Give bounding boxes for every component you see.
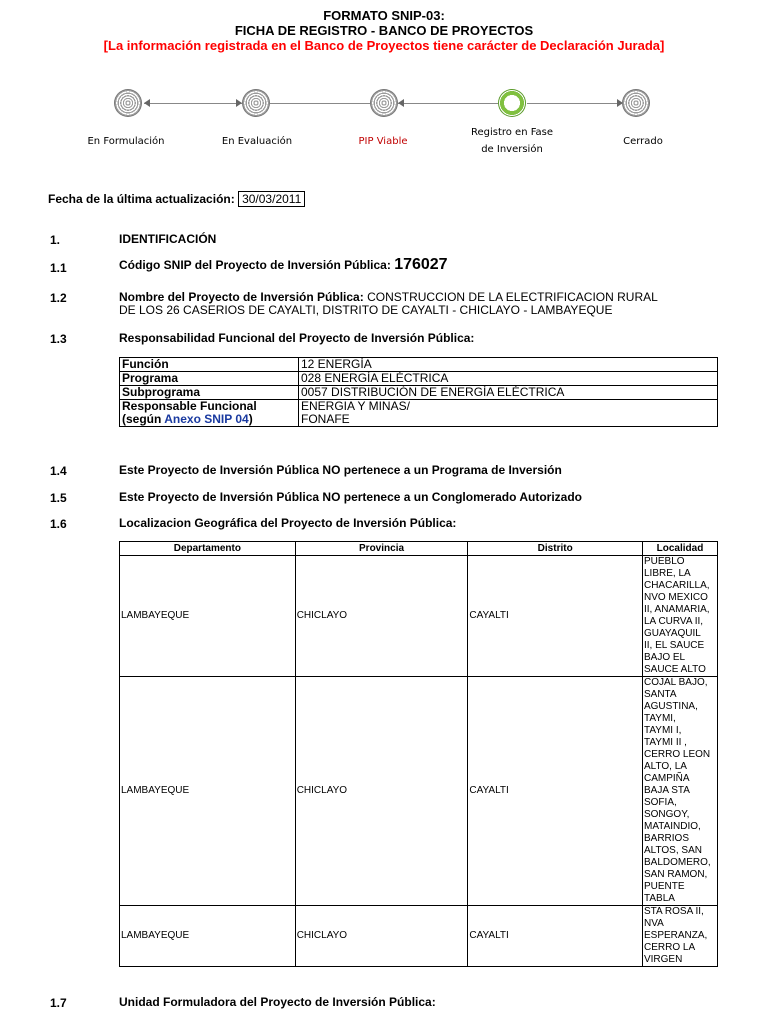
- program-note: Este Proyecto de Inversión Pública NO pertenece a un Programa de Inversión: [119, 463, 562, 477]
- cell-provincia: CHICLAYO: [295, 556, 468, 677]
- localidad-line: LIBRE, LA: [643, 568, 691, 579]
- item-number: 1.4: [50, 464, 67, 478]
- functional-table: [119, 357, 718, 427]
- location-table: [119, 541, 718, 967]
- project-name: [119, 291, 658, 317]
- last-update: [48, 192, 305, 206]
- localidad-line: II, EL SAUCE: [643, 640, 705, 651]
- localidad-line: TAYMI II ,: [643, 737, 687, 748]
- stage-viable-icon[interactable]: [370, 89, 398, 117]
- localidad-line: PUEBLO: [643, 556, 685, 567]
- stage-evaluacion-label[interactable]: En Evaluación: [221, 136, 293, 147]
- localidad-line: CHACARILLA,: [643, 580, 710, 591]
- snip-code: [119, 258, 448, 272]
- col-distrito: Distrito: [468, 542, 643, 556]
- cell-distrito: CAYALTI: [468, 906, 643, 967]
- arrow-left-icon: [144, 99, 150, 107]
- localidad-line: PUENTE: [643, 881, 685, 892]
- section-number: 1.: [50, 233, 61, 247]
- row-key: Función: [120, 358, 299, 372]
- cell-departamento: LAMBAYEQUE: [120, 906, 296, 967]
- stage-evaluacion-icon[interactable]: [242, 89, 270, 117]
- localidad-line: SONGOY,: [643, 809, 690, 820]
- anexo-snip-04-link[interactable]: Anexo SNIP 04: [164, 412, 249, 426]
- table-row: [120, 372, 718, 386]
- legal-notice: [La información registrada en el Banco de Proyectos tiene carácter de Declaración Jurada]: [103, 38, 665, 53]
- localidad-line: II, ANAMARIA,: [643, 604, 710, 615]
- stage-cerrado-label[interactable]: Cerrado: [623, 136, 663, 147]
- localidad-line: CERRO LEON: [643, 749, 711, 760]
- table-header-row: [120, 542, 718, 556]
- localidad-line: TAYMI,: [643, 713, 676, 724]
- localidad-line: CAMPIÑA: [643, 773, 690, 784]
- localidad-line: ALTOS, SAN: [643, 845, 702, 856]
- table-row: [120, 386, 718, 400]
- row-value: 0057 DISTRIBUCIÓN DE ENERGÍA ELÉCTRICA: [299, 386, 718, 400]
- col-provincia: Provincia: [295, 542, 468, 556]
- cell-localidad: [642, 556, 717, 677]
- localidad-line: SANTA: [643, 689, 677, 700]
- row-value: 028 ENERGÍA ELÉCTRICA: [299, 372, 718, 386]
- project-name-value-line2: DE LOS 26 CASERIOS DE CAYALTI, DISTRITO DE CAYALTI - CHICLAYO - LAMBAYEQUE: [119, 303, 613, 317]
- stage-inversion-label-line1[interactable]: Registro en Fase: [470, 127, 554, 138]
- responsable-prefix: (según: [122, 412, 165, 426]
- item-number: 1.1: [50, 261, 67, 275]
- table-row: [120, 358, 718, 372]
- table-row: [120, 906, 718, 967]
- table-row: [120, 400, 718, 427]
- item-number: 1.6: [50, 517, 67, 531]
- formulating-unit-label: Unidad Formuladora del Proyecto de Inversión Pública:: [119, 995, 436, 1009]
- localidad-line: GUAYAQUIL: [643, 628, 701, 639]
- conglomerate-note: Este Proyecto de Inversión Pública NO pertenece a un Conglomerado Autorizado: [119, 490, 582, 504]
- arrow-left-icon: [398, 99, 404, 107]
- localidad-line: CERRO LA: [643, 942, 696, 953]
- last-update-date: 30/03/2011: [238, 191, 305, 207]
- localidad-line: BARRIOS: [643, 833, 689, 844]
- localidad-line: NVO MEXICO: [643, 592, 708, 603]
- responsable-suffix: ): [248, 412, 253, 426]
- stage-cerrado-icon[interactable]: [622, 89, 650, 117]
- functional-label: Responsabilidad Funcional del Proyecto de Inversión Pública:: [119, 331, 475, 345]
- last-update-label: Fecha de la última actualización:: [48, 192, 235, 206]
- section-title: IDENTIFICACIÓN: [119, 232, 217, 246]
- localidad-line: TABLA: [643, 893, 675, 904]
- row-value-responsable: [299, 400, 718, 427]
- cell-provincia: CHICLAYO: [295, 906, 468, 967]
- row-key: Programa: [120, 372, 299, 386]
- localidad-line: TAYMI I,: [643, 725, 682, 736]
- row-key: Subprograma: [120, 386, 299, 400]
- form-code: FORMATO SNIP-03:: [323, 8, 445, 23]
- project-name-value-line1: CONSTRUCCION DE LA ELECTRIFICACION RURAL: [367, 290, 658, 304]
- cell-departamento: LAMBAYEQUE: [120, 556, 296, 677]
- table-row: [120, 556, 718, 677]
- stage-inversion-icon[interactable]: [498, 89, 526, 117]
- cell-localidad: [642, 677, 717, 906]
- localidad-line: BALDOMERO,: [643, 857, 711, 868]
- cell-distrito: CAYALTI: [468, 556, 643, 677]
- item-number: 1.3: [50, 332, 67, 346]
- snip-code-label: Código SNIP del Proyecto de Inversión Pública:: [119, 258, 391, 272]
- responsable-value-line1: ENERGIA Y MINAS/: [301, 399, 410, 413]
- item-number: 1.5: [50, 491, 67, 505]
- localidad-line: SAN RAMON,: [643, 869, 708, 880]
- cell-localidad: [642, 906, 717, 967]
- responsable-value-line2: FONAFE: [301, 412, 350, 426]
- row-value: 12 ENERGÍA: [299, 358, 718, 372]
- localidad-line: ESPERANZA,: [643, 930, 708, 941]
- stage-viable-label[interactable]: PIP Viable: [358, 136, 408, 147]
- localidad-line: SAUCE ALTO: [643, 664, 706, 675]
- localidad-line: NVA: [643, 918, 664, 929]
- item-number: 1.7: [50, 996, 67, 1010]
- localidad-line: BAJA STA: [643, 785, 690, 796]
- snip-code-value: 176027: [394, 256, 448, 273]
- localidad-line: LA CURVA II,: [643, 616, 704, 627]
- item-number: 1.2: [50, 291, 67, 305]
- localidad-line: MATAINDIO,: [643, 821, 701, 832]
- stage-inversion-label-line2[interactable]: de Inversión: [481, 144, 543, 155]
- localidad-line: BAJO EL: [643, 652, 686, 663]
- col-localidad: Localidad: [642, 542, 717, 556]
- stage-formulacion-icon[interactable]: [114, 89, 142, 117]
- cell-distrito: CAYALTI: [468, 677, 643, 906]
- row-key-responsable: [120, 400, 299, 427]
- localidad-line: STA ROSA II,: [643, 906, 704, 917]
- col-departamento: Departamento: [120, 542, 296, 556]
- stage-formulacion-label[interactable]: En Formulación: [87, 136, 165, 147]
- cell-departamento: LAMBAYEQUE: [120, 677, 296, 906]
- project-name-label: Nombre del Proyecto de Inversión Pública:: [119, 290, 364, 304]
- localidad-line: ALTO, LA: [643, 761, 687, 772]
- responsable-label: Responsable Funcional: [122, 399, 257, 413]
- localidad-line: AGUSTINA,: [643, 701, 698, 712]
- form-title: FICHA DE REGISTRO - BANCO DE PROYECTOS: [234, 23, 534, 38]
- cell-provincia: CHICLAYO: [295, 677, 468, 906]
- localidad-line: VIRGEN: [643, 954, 683, 965]
- localidad-line: COJAL BAJO,: [643, 677, 708, 688]
- localidad-line: SOFIA,: [643, 797, 677, 808]
- table-row: [120, 677, 718, 906]
- location-label: Localizacion Geográfica del Proyecto de Inversión Pública:: [119, 516, 457, 530]
